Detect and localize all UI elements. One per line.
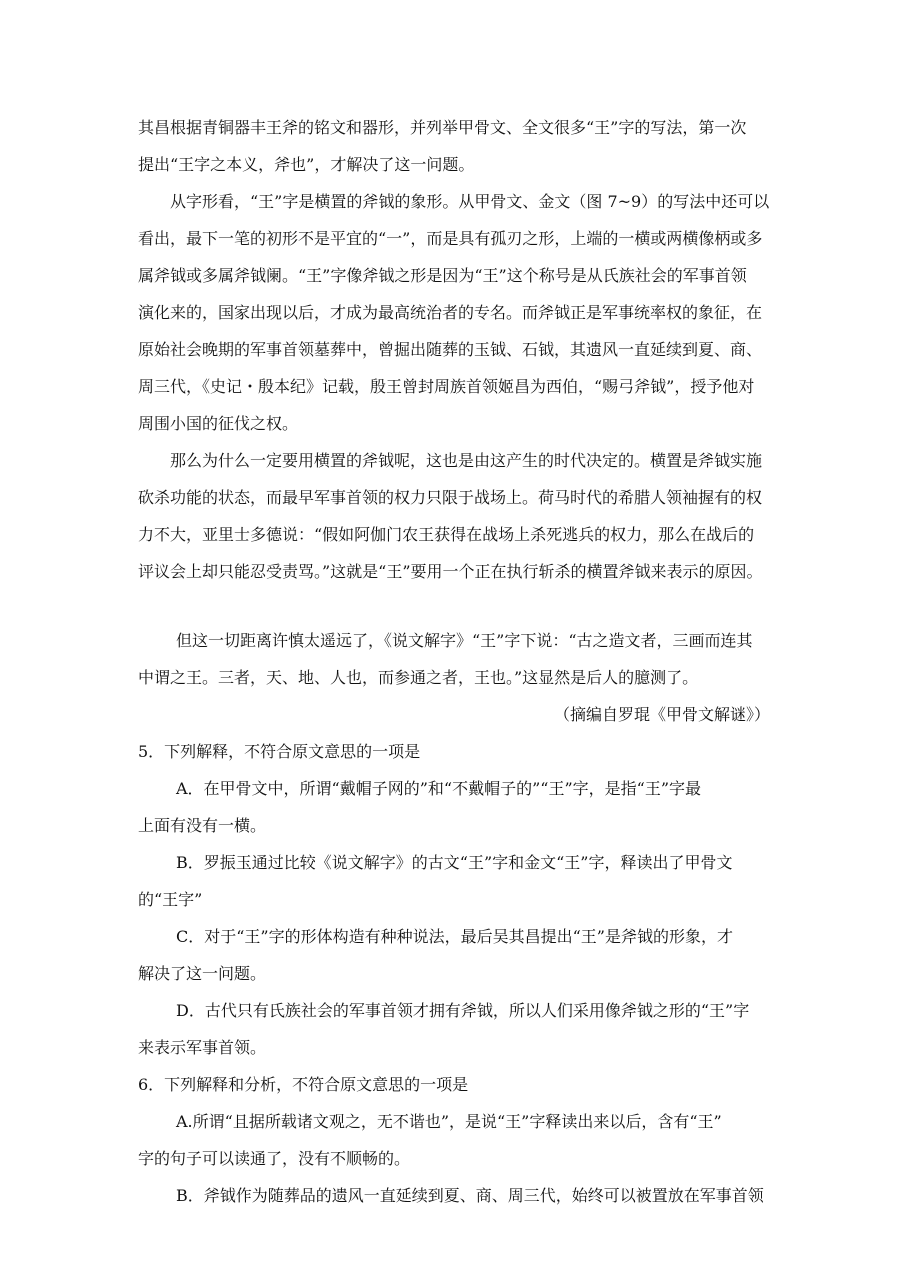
question-5-stem: 5．下列解释，不符合原文意思的一项是 (138, 742, 421, 761)
text-line: 原始社会晚期的军事首领墓葬中，曾掘出随葬的玉钺、石钺，其遗风一直延续到夏、商、 (138, 340, 763, 359)
question-5-option-b-cont: 的“王字” (138, 890, 203, 909)
question-5-option-d-cont: 来表示军事首领。 (138, 1038, 267, 1057)
text-line: 其昌根据青铜器丰王斧的铭文和器形，并列举甲骨文、全文很多“王”字的写法，第一次 (138, 118, 747, 137)
text-line: 周三代，《史记・殷本纪》记载，殷王曾封周族首领姬昌为西伯，“赐弓斧钺”，授予他对 (138, 377, 755, 396)
question-5-option-d: D．古代只有氏族社会的军事首领才拥有斧钺，所以人们采用像斧钺之形的“王”字 (176, 1001, 750, 1020)
text-line: 演化来的，国家出现以后，才成为最高统治者的专名。而斧钺正是军事统率权的象征，在 (138, 303, 763, 322)
text-line: 提出“王字之本义，斧也”，才解决了这一问题。 (138, 155, 475, 174)
question-6-option-a: A.所谓“且据所载诸文观之，无不谐也”，是说“王”字释读出来以后，含有“王” (176, 1112, 722, 1131)
question-5-option-b: B．罗振玉通过比较《说文解字》的古文“王”字和金文“王”字，释读出了甲骨文 (176, 853, 733, 872)
text-line: 看出，最下一笔的初形不是平宜的“一”，而是具有孤刃之形，上端的一横或两横像柄或多 (138, 229, 763, 248)
question-5-option-a: A．在甲骨文中，所谓“戴帽子网的”和“不戴帽子的”“王”字，是指“王”字最 (176, 779, 701, 798)
text-line: 评议会上却只能忍受责骂。”这就是“王”要用一个正在执行斩杀的横置斧钺来表示的原因。 (138, 562, 763, 581)
text-line: 属斧钺或多属斧钺阑。“王”字像斧钺之形是因为“王”这个称号是从氏族社会的军事首领 (138, 266, 747, 285)
question-6-option-b: B．斧钺作为随葬品的遗风一直延续到夏、商、周三代，始终可以被置放在军事首领 (176, 1186, 764, 1205)
text-line: 中谓之王。三者，天、地、人也，而参通之者，王也。”这显然是后人的臆测了。 (138, 668, 699, 687)
text-line: 力不大，亚里士多德说：“假如阿伽门农王获得在战场上杀死逃兵的权力，那么在战后的 (138, 525, 755, 544)
text-line: 那么为什么一定要用横置的斧钺呢，这也是由这产生的时代决定的。横置是斧钺实施 (170, 451, 763, 470)
question-5-option-a-cont: 上面有没有一横。 (138, 816, 267, 835)
text-line: 但这一切距离许慎太遥远了，《说文解字》“王”字下说：“古之造文者，三画而连其 (176, 631, 753, 650)
text-line: 从字形看，“王”字是横置的斧钺的象形。从甲骨文、金文（图 7~9）的写法中还可以 (170, 192, 770, 211)
text-line: 砍杀功能的状态，而最早军事首领的权力只限于战场上。荷马时代的希腊人领袖握有的权 (138, 488, 763, 507)
question-6-option-a-cont: 字的句子可以读通了，没有不顺畅的。 (138, 1149, 411, 1168)
question-5-option-c-cont: 解决了这一问题。 (138, 964, 267, 983)
question-6-stem: 6．下列解释和分析，不符合原文意思的一项是 (138, 1075, 469, 1094)
question-5-option-c: C．对于“王”字的形体构造有种种说法，最后吴其昌提出“王”是斧钺的形象，才 (176, 927, 733, 946)
text-line: 周围小国的征伐之权。 (138, 414, 299, 433)
source-citation: （摘编自罗琨《甲骨文解谜》） (553, 705, 770, 724)
